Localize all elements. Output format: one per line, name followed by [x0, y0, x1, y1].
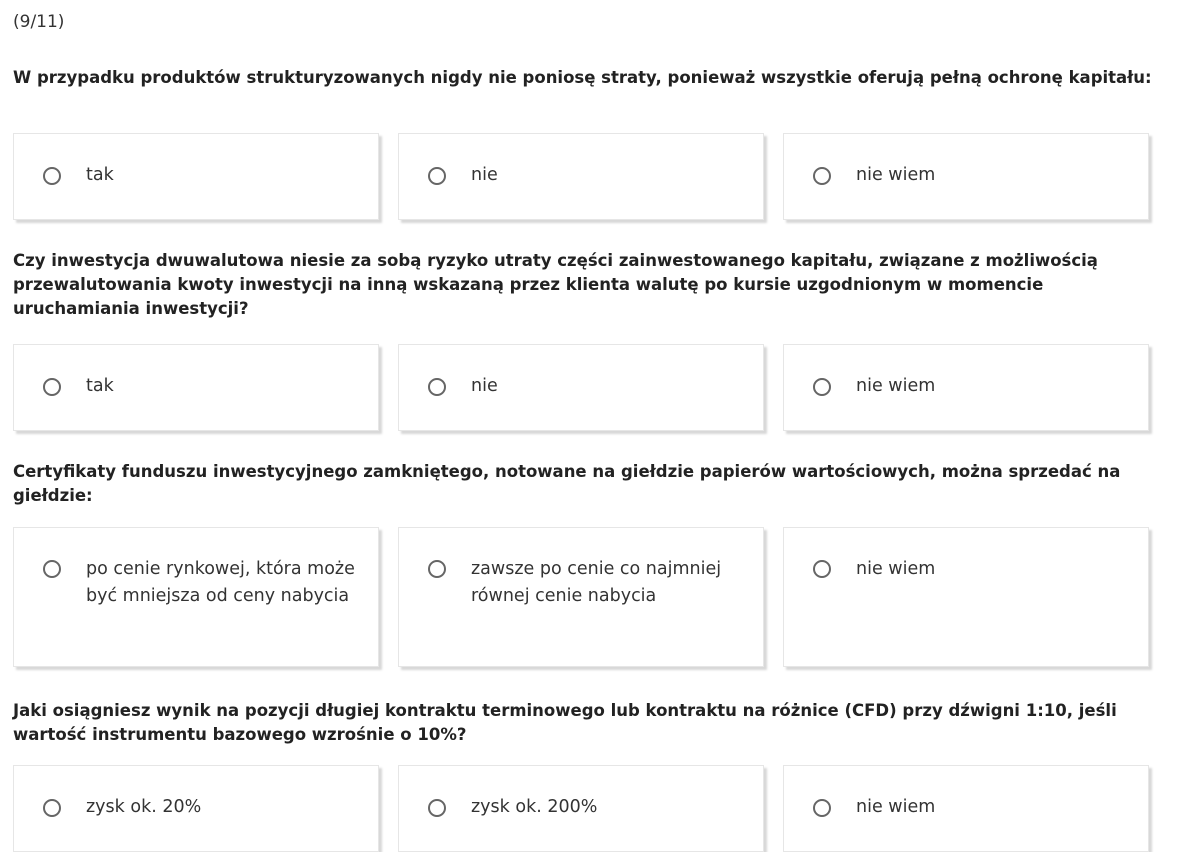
option-nie-wiem[interactable] — [783, 527, 1149, 667]
radio-icon[interactable] — [813, 167, 831, 185]
question-1-text: W przypadku produktów strukturyzowanych nigdy nie poniosę straty, ponieważ wszystkie oferują pełną ochronę kapitału: — [13, 68, 1152, 87]
question-4-options — [13, 765, 1149, 852]
option-nie-wiem[interactable] — [783, 765, 1149, 852]
question-3-options — [13, 527, 1149, 667]
radio-icon[interactable] — [428, 167, 446, 185]
option-a[interactable] — [13, 765, 379, 852]
option-label: nie wiem — [856, 559, 936, 579]
option-nie-wiem[interactable] — [783, 344, 1149, 431]
option-nie-wiem[interactable] — [783, 133, 1149, 220]
radio-icon[interactable] — [43, 799, 61, 817]
question-2-options — [13, 344, 1149, 431]
radio-icon[interactable] — [428, 560, 446, 578]
question-4-text: Jaki osiągniesz wynik na pozycji długiej kontraktu terminowego lub kontraktu na różnice (CFD) przy dźwigni 1:10, jeśli wartość instrumentu bazowego wzrośnie o 10%? — [13, 701, 1117, 744]
question-1-options — [13, 133, 1149, 220]
radio-icon[interactable] — [43, 560, 61, 578]
option-market-price[interactable] — [13, 527, 379, 667]
option-nie[interactable] — [398, 344, 764, 431]
option-label: nie wiem — [856, 376, 936, 396]
option-label: nie — [471, 376, 498, 396]
option-label: nie wiem — [856, 165, 936, 185]
option-at-least-purchase-price[interactable] — [398, 527, 764, 667]
option-tak[interactable] — [13, 133, 379, 220]
option-nie[interactable] — [398, 133, 764, 220]
option-label: tak — [86, 165, 114, 185]
question-2-text: Czy inwestycja dwuwalutowa niesie za sobą ryzyko utraty części zainwestowanego kapitału, związane z możliwością przewalutowania kwoty inwestycji na inną wskazaną przez klienta walutę po kursie uzgodnionym w momencie uruchamiania inwestycji? — [13, 251, 1098, 318]
option-label: tak — [86, 376, 114, 396]
radio-icon[interactable] — [43, 378, 61, 396]
option-label: zysk ok. 20% — [86, 797, 202, 817]
radio-icon[interactable] — [428, 378, 446, 396]
question-counter: (9/11) — [13, 12, 65, 32]
radio-icon[interactable] — [813, 378, 831, 396]
radio-icon[interactable] — [428, 799, 446, 817]
option-b[interactable] — [398, 765, 764, 852]
option-label: zawsze po cenie co najmniej równej cenie nabycia — [471, 559, 722, 606]
option-label: po cenie rynkowej, która może być mniejsza od ceny nabycia — [86, 559, 355, 606]
option-label: zysk ok. 200% — [471, 797, 598, 817]
option-label: nie — [471, 165, 498, 185]
option-tak[interactable] — [13, 344, 379, 431]
question-3-text: Certyfikaty funduszu inwestycyjnego zamkniętego, notowane na giełdzie papierów wartościowych, można sprzedać na giełdzie: — [13, 462, 1121, 505]
radio-icon[interactable] — [813, 560, 831, 578]
option-label: nie wiem — [856, 797, 936, 817]
radio-icon[interactable] — [813, 799, 831, 817]
radio-icon[interactable] — [43, 167, 61, 185]
